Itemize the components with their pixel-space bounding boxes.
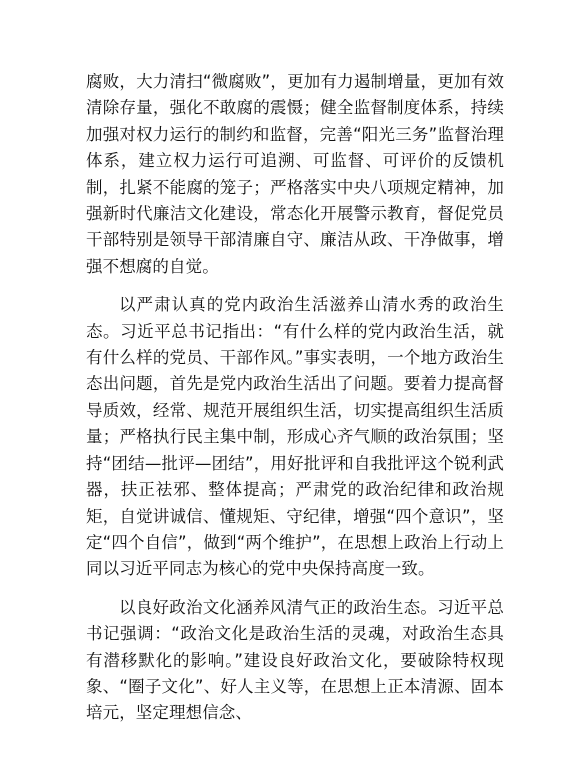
paragraph-anticorruption-continued: 腐败，大力清扫“微腐败”，更加有力遏制增量，更加有效清除存量，强化不敢腐的震慑；健全监督制度体系，持续加强对权力运行的制约和监督，完善“阳光三务”监督治理体系，建立权力运行可追溯、可监督、可评价的反馈机制，扎紧不能腐的笼子；严格落实中央八项规定精神，加强新时代廉洁文化建设，常态化开展警示教育，督促党员干部特别是领导干部清廉自守、廉洁从政、干净做事，增强不想腐的自觉。 [86, 72, 504, 276]
paragraph-party-political-life: 以严肃认真的党内政治生活滋养山清水秀的政治生态。习近平总书记指出：“有什么样的党内政治生活，就有什么样的党员、干部作风。”事实表明，一个地方政治生态出问题，首先是党内政治生活出了问题。要着力提高督导质效，经常、规范开展组织生活，切实提高组织生活质量；严格执行民主集中制，形成心齐气顺的政治氛围；坚持“团结—批评—团结”，用好批评和自我批评这个锐利武器，扶正祛邪、整体提高；严肃党的政治纪律和政治规矩，自觉讲诚信、懂规矩、守纪律，增强“四个意识”，坚定“四个自信”，做到“两个维护”，在思想上政治上行动上同以习近平同志为核心的党中央保持高度一致。 [86, 295, 504, 579]
document-body [86, 69, 504, 727]
paragraph-political-culture: 以良好政治文化涵养风清气正的政治生态。习近平总书记强调：“政治文化是政治生活的灵魂，对政治生态具有潜移默化的影响。”建设良好政治文化，要破除特权现象、“圈子文化”、好人主义等，在思想上正本清源、固本培元，坚定理想信念、 [86, 597, 504, 723]
